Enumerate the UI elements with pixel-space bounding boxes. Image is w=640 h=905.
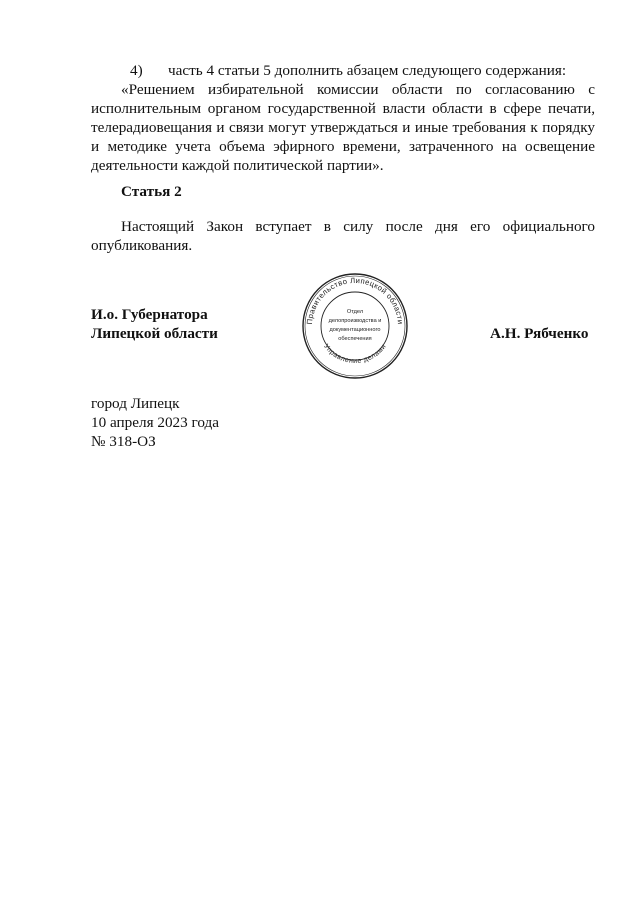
footer-date: 10 апреля 2023 года xyxy=(91,414,219,431)
signatory-title-line1: И.о. Губернатора xyxy=(91,306,208,323)
item-text: часть 4 статьи 5 дополнить абзацем следующего содержания: xyxy=(168,62,567,79)
signatory-name: А.Н. Рябченко xyxy=(490,325,589,342)
quote-paragraph: «Решением избирательной комиссии области по согласованию с исполнительным органом государственной власти области в сфере печати, телерадиовещания и связи могут утверждаться и иные требования к порядку и методике учета объема эфирного времени, затраченного на освещение деятельности каждой политической партии». xyxy=(91,81,595,174)
list-item-4 xyxy=(130,61,610,80)
seal-outer-text: Правительство Липецкой области xyxy=(304,275,406,325)
article-heading: Статья 2 xyxy=(121,183,182,200)
signatory-title xyxy=(91,305,218,343)
official-seal xyxy=(300,271,410,381)
law-paragraph: Настоящий Закон вступает в силу после дня его официального опубликования. xyxy=(91,218,595,254)
seal-bottom-text: Управление делами xyxy=(322,343,388,366)
footer-number: № 318-ОЗ xyxy=(91,433,156,450)
seal-center-line-1: Отдел xyxy=(346,309,364,315)
seal-center-line-4: обеспечения xyxy=(338,336,372,342)
seal-center-line-3: документационного xyxy=(329,327,381,333)
signatory-title-line2: Липецкой области xyxy=(91,325,218,342)
seal-center-line-2: делопроизводства и xyxy=(328,318,382,324)
item-number: 4) xyxy=(130,62,143,79)
footer-city: город Липецк xyxy=(91,395,180,412)
document-footer xyxy=(91,394,219,451)
